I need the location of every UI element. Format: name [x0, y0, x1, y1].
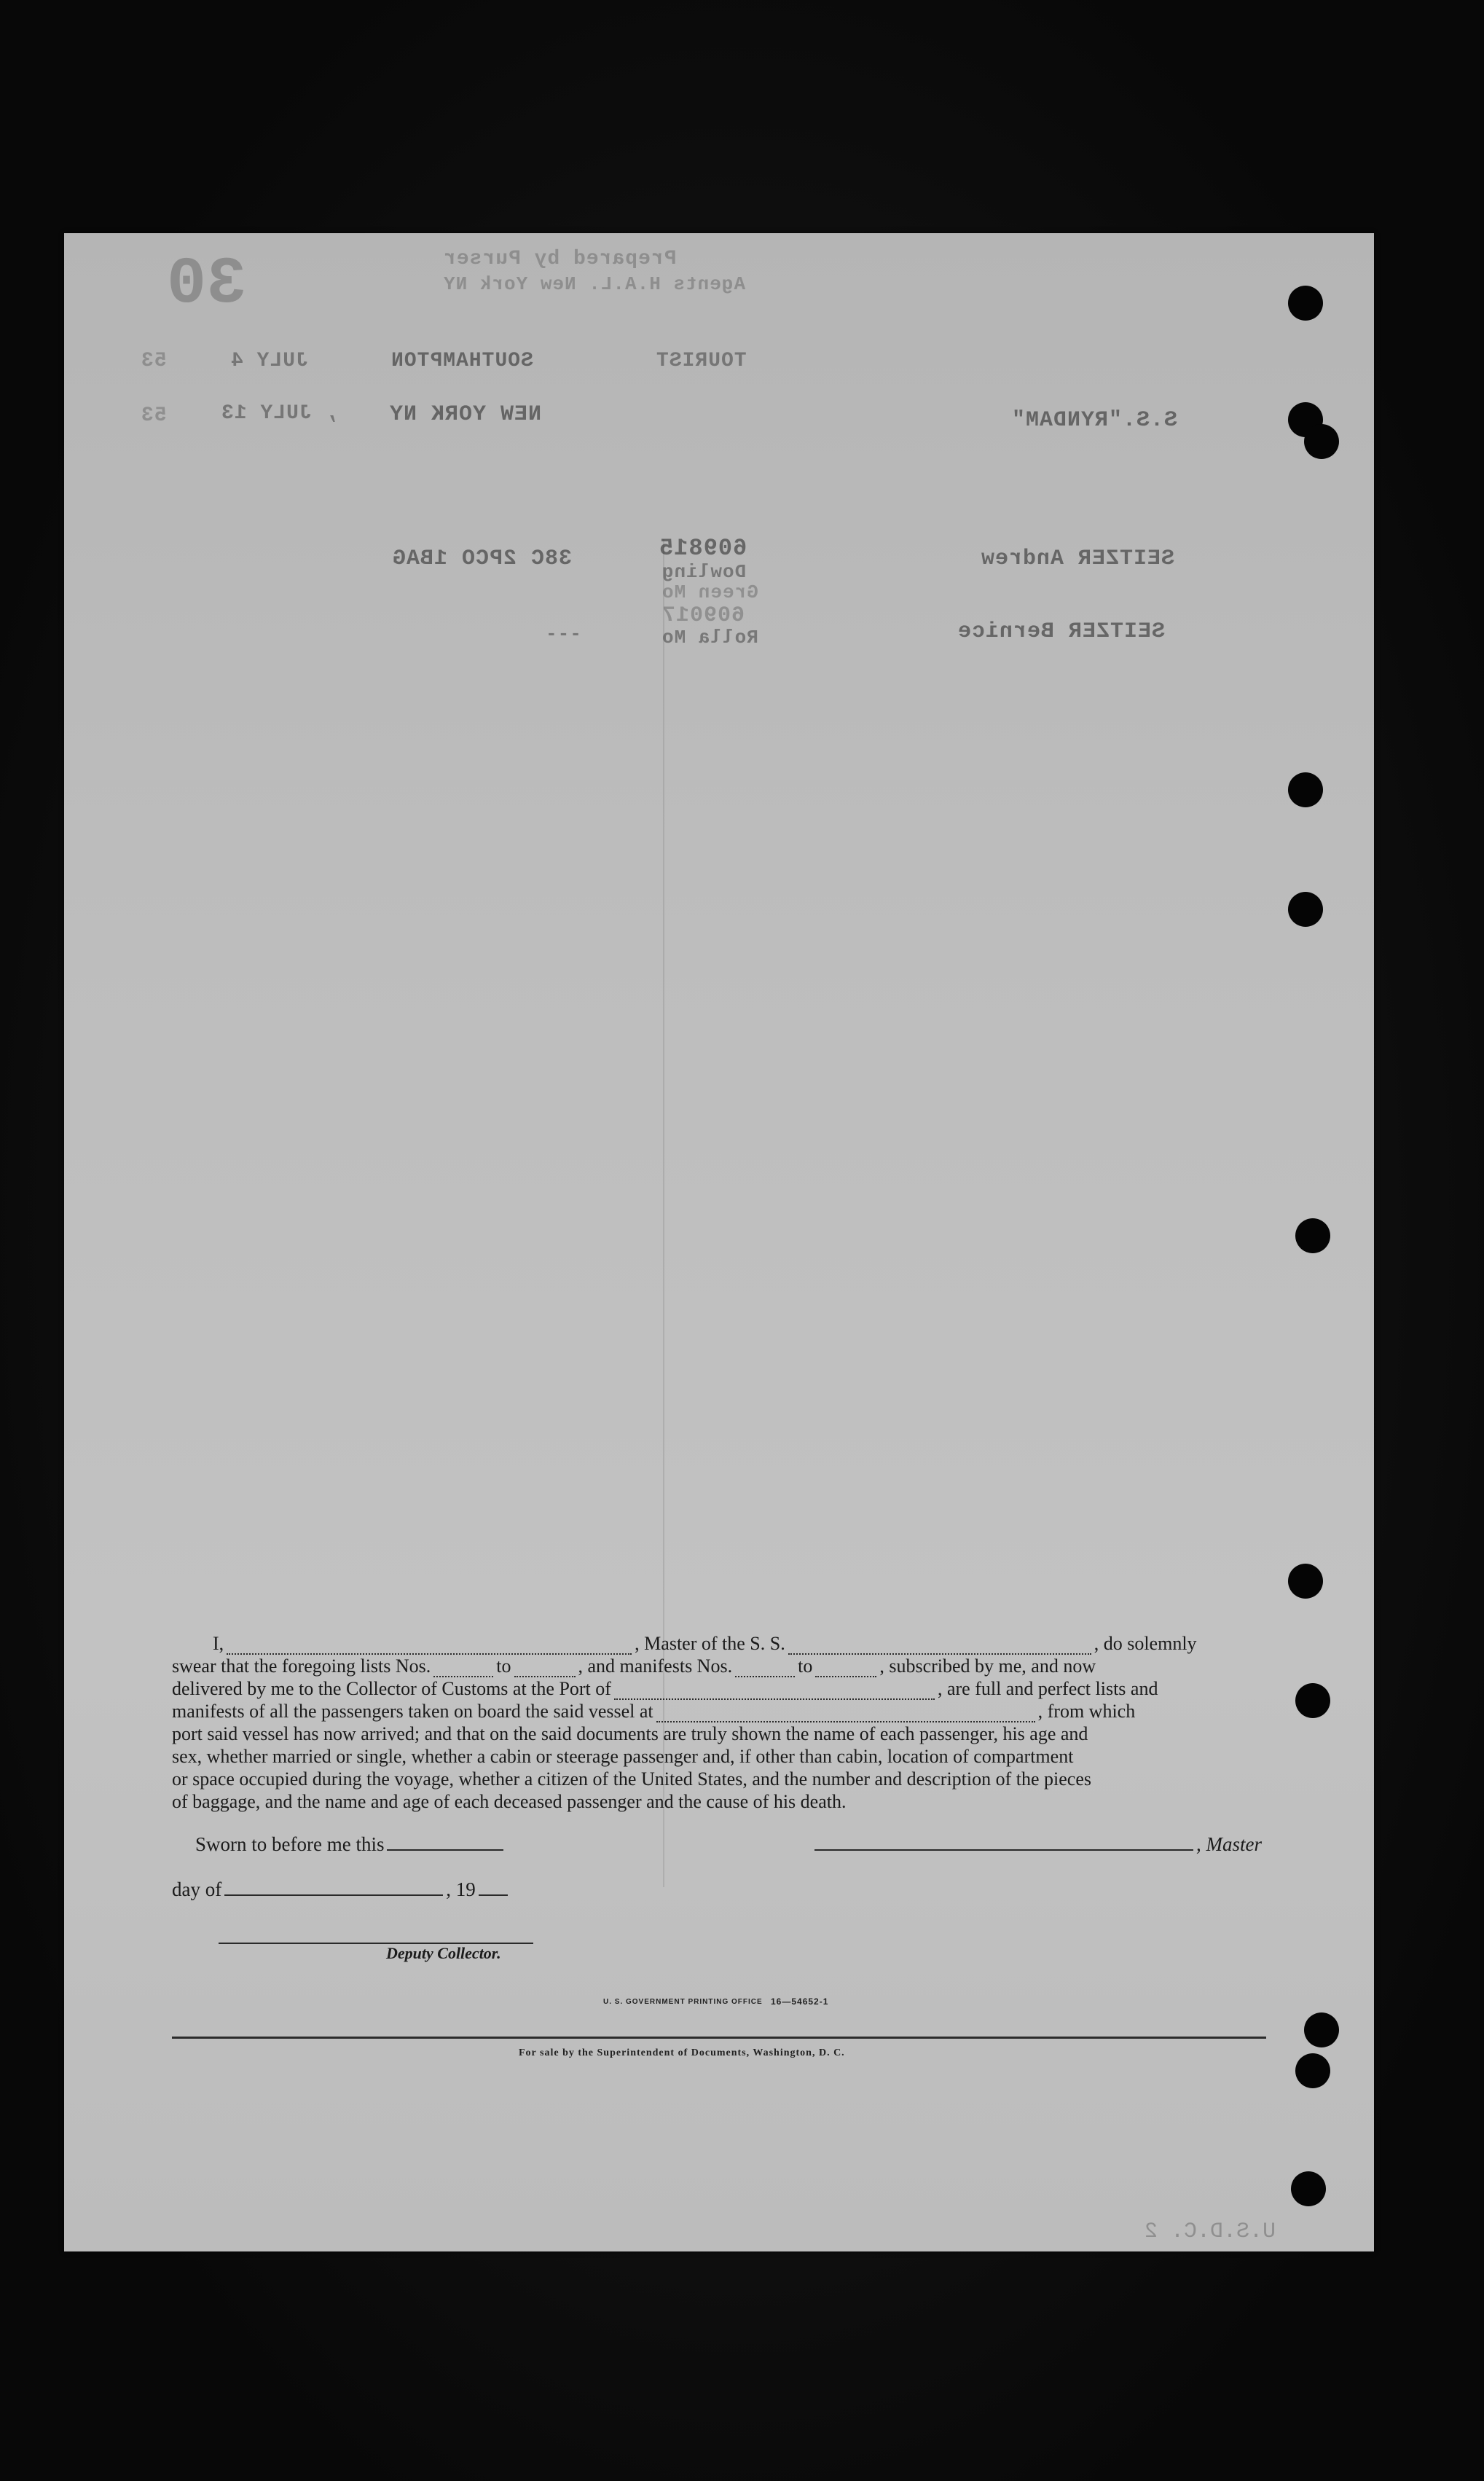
footer-rule [172, 2037, 1266, 2039]
sworn-date-blank [387, 1836, 503, 1851]
list-from-blank [433, 1663, 493, 1677]
declaration-text: swear that the foregoing lists Nos. [172, 1655, 431, 1677]
master-name-blank [227, 1640, 632, 1655]
bleed-year-from: 53 [141, 350, 167, 372]
binder-hole [1295, 1218, 1330, 1253]
port-blank [614, 1685, 935, 1700]
bleed-passenger-1-id: 609815 [659, 535, 747, 562]
bleed-port-to: NEW YORK NY [389, 402, 542, 427]
declaration-text: or space occupied during the voyage, whether a citizen of the United States, and the number and description of the pieces [172, 1768, 1092, 1790]
master-signature-line [812, 1833, 1262, 1856]
bleed-year-to: 53 [141, 404, 167, 427]
declaration-text: , do solemnly [1094, 1633, 1197, 1654]
declaration-text: , from which [1037, 1701, 1136, 1722]
declaration-text: , and manifests Nos. [578, 1655, 733, 1677]
binder-hole [1288, 1564, 1323, 1599]
declaration-text: port said vessel has now arrived; and that on the said documents are truly shown the name of each passenger, his age and [172, 1723, 1088, 1744]
year-blank [479, 1881, 508, 1896]
bleed-page-number: 30 [166, 248, 247, 322]
master-label: , Master [1196, 1833, 1262, 1855]
embarkation-port-blank [656, 1708, 1035, 1722]
bleed-passenger-2-id: 609017 [661, 603, 745, 628]
bleed-passenger-2-name: SEITZER Bernice [957, 619, 1166, 644]
bleed-passenger-2-place: Rolla Mo [661, 627, 758, 648]
declaration-text: , subscribed by me, and now [879, 1655, 1096, 1677]
form-number: 16—54652-1 [771, 1996, 829, 2007]
declaration-line-4 [172, 1700, 1265, 1722]
bleed-port-from: SOUTHAMPTON [390, 350, 533, 372]
declaration-line-5 [172, 1722, 1265, 1745]
sworn-line [195, 1833, 506, 1856]
declaration-line-2 [172, 1655, 1265, 1677]
deputy-signature-blank [219, 1929, 533, 1944]
bleed-passenger-1-baggage: 38C 2PCO 1BAG [392, 546, 573, 571]
manifest-to-blank [815, 1663, 876, 1677]
declaration-text: to [798, 1655, 813, 1677]
declaration-line-7 [172, 1768, 1265, 1790]
declaration-line-1 [172, 1632, 1265, 1655]
list-to-blank [514, 1663, 576, 1677]
binder-hole [1295, 2053, 1330, 2088]
bleed-passenger-1-state: Green Mo [661, 581, 758, 603]
manifest-from-blank [735, 1663, 795, 1677]
binder-hole [1288, 772, 1323, 807]
binder-hole [1288, 286, 1323, 321]
bleed-date-to: , JULY 13 [221, 402, 338, 425]
binder-hole [1304, 2012, 1339, 2047]
deputy-collector-label: Deputy Collector. [386, 1944, 501, 1962]
manifest-page [64, 233, 1374, 2251]
year-prefix: , 19 [446, 1878, 476, 1900]
bleed-date-from: JULY 4 [230, 350, 308, 372]
binder-hole [1291, 2171, 1326, 2206]
sale-notice: For sale by the Superintendent of Documents, Washington, D. C. [519, 2047, 845, 2058]
bleed-ship: S.S."RYNDAM" [1011, 408, 1178, 433]
bleed-passenger-1-name: SEITZER Andrew [981, 546, 1175, 571]
margin-stamp: U.S.D.C. 2 [1144, 2219, 1276, 2244]
declaration-text: delivered by me to the Collector of Customs at the Port of [172, 1678, 611, 1699]
bleed-class: TOURIST [656, 350, 747, 372]
vessel-name-blank [788, 1640, 1091, 1655]
binder-hole [1295, 1683, 1330, 1718]
binder-hole [1304, 424, 1339, 459]
declaration-text: sex, whether married or single, whether a cabin or steerage passenger and, if other than cabin, location of compartment [172, 1746, 1074, 1767]
declaration-text: , Master of the S. S. [635, 1633, 785, 1654]
declaration-text: I, [213, 1633, 224, 1654]
bleed-passenger-2-baggage: --- [545, 623, 581, 645]
declaration-text: to [496, 1655, 511, 1677]
day-of-blank [224, 1881, 443, 1896]
masters-declaration [172, 1632, 1265, 1813]
day-of-line [172, 1878, 511, 1901]
master-signature-blank [814, 1836, 1193, 1851]
printing-office: U. S. GOVERNMENT PRINTING OFFICE [603, 1998, 763, 2006]
declaration-text: manifests of all the passengers taken on board the said vessel at [172, 1701, 653, 1722]
declaration-line-3 [172, 1677, 1265, 1700]
bleed-passenger-1-place: Dowling [661, 561, 747, 583]
bleed-agent: Agents H.A.L. New York NY [443, 273, 746, 295]
declaration-text: , are full and perfect lists and [937, 1678, 1158, 1699]
declaration-line-8 [172, 1790, 1265, 1813]
sworn-label: Sworn to before me this [195, 1833, 385, 1855]
binder-hole [1288, 892, 1323, 927]
declaration-line-6 [172, 1745, 1265, 1768]
declaration-text: of baggage, and the name and age of each deceased passenger and the cause of his death. [172, 1791, 847, 1812]
day-of-label: day of [172, 1878, 222, 1900]
bleed-header: Prepared by Purser [443, 248, 677, 270]
